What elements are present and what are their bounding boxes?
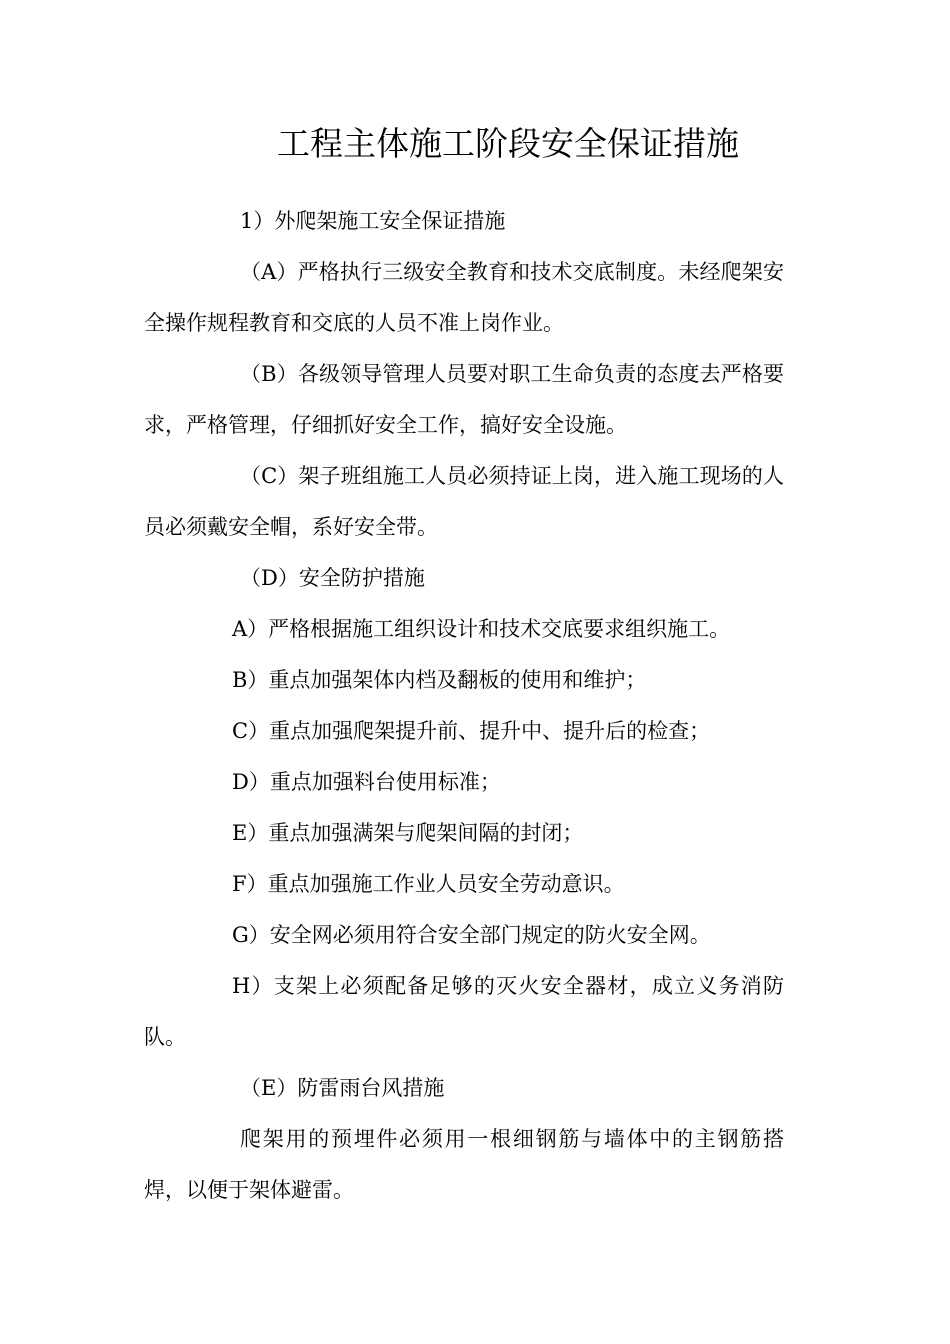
list-item: C）重点加强爬架提升前、提升中、提升后的检查； — [232, 719, 711, 743]
list-item: G）安全网必须用符合安全部门规定的防火安全网。 — [232, 923, 711, 947]
paragraph: （A）严格执行三级安全教育和技术交底制度。未经爬架安全操作规程教育和交底的人员不准上岗作业。 — [144, 260, 784, 335]
list-item: D）重点加强料台使用标准； — [232, 770, 501, 794]
list-item: A）严格根据施工组织设计和技术交底要求组织施工。 — [232, 617, 731, 641]
paragraph: （C）架子班组施工人员必须持证上岗，进入施工现场的人员必须戴安全帽，系好安全带。 — [144, 464, 784, 539]
paragraph: 爬架用的预埋件必须用一根细钢筋与墙体中的主钢筋搭焊，以便于架体避雷。 — [144, 1127, 784, 1202]
document-body — [144, 196, 784, 1216]
subsection-heading: （D）安全防护措施 — [240, 566, 425, 590]
list-item: E）重点加强满架与爬架间隔的封闭； — [232, 821, 584, 845]
list-item: H）支架上必须配备足够的灭火安全器材，成立义务消防队。 — [144, 974, 784, 1049]
document-title: 工程主体施工阶段安全保证措施 — [277, 124, 739, 163]
list-item: F）重点加强施工作业人员安全劳动意识。 — [232, 872, 625, 896]
paragraph: （B）各级领导管理人员要对职工生命负责的态度去严格要求，严格管理，仔细抓好安全工作，搞好安全设施。 — [144, 362, 784, 437]
list-item: B）重点加强架体内档及翻板的使用和维护； — [232, 668, 647, 692]
subsection-heading: （E）防雷雨台风措施 — [240, 1076, 445, 1100]
section-heading: 1）外爬架施工安全保证措施 — [240, 209, 506, 233]
